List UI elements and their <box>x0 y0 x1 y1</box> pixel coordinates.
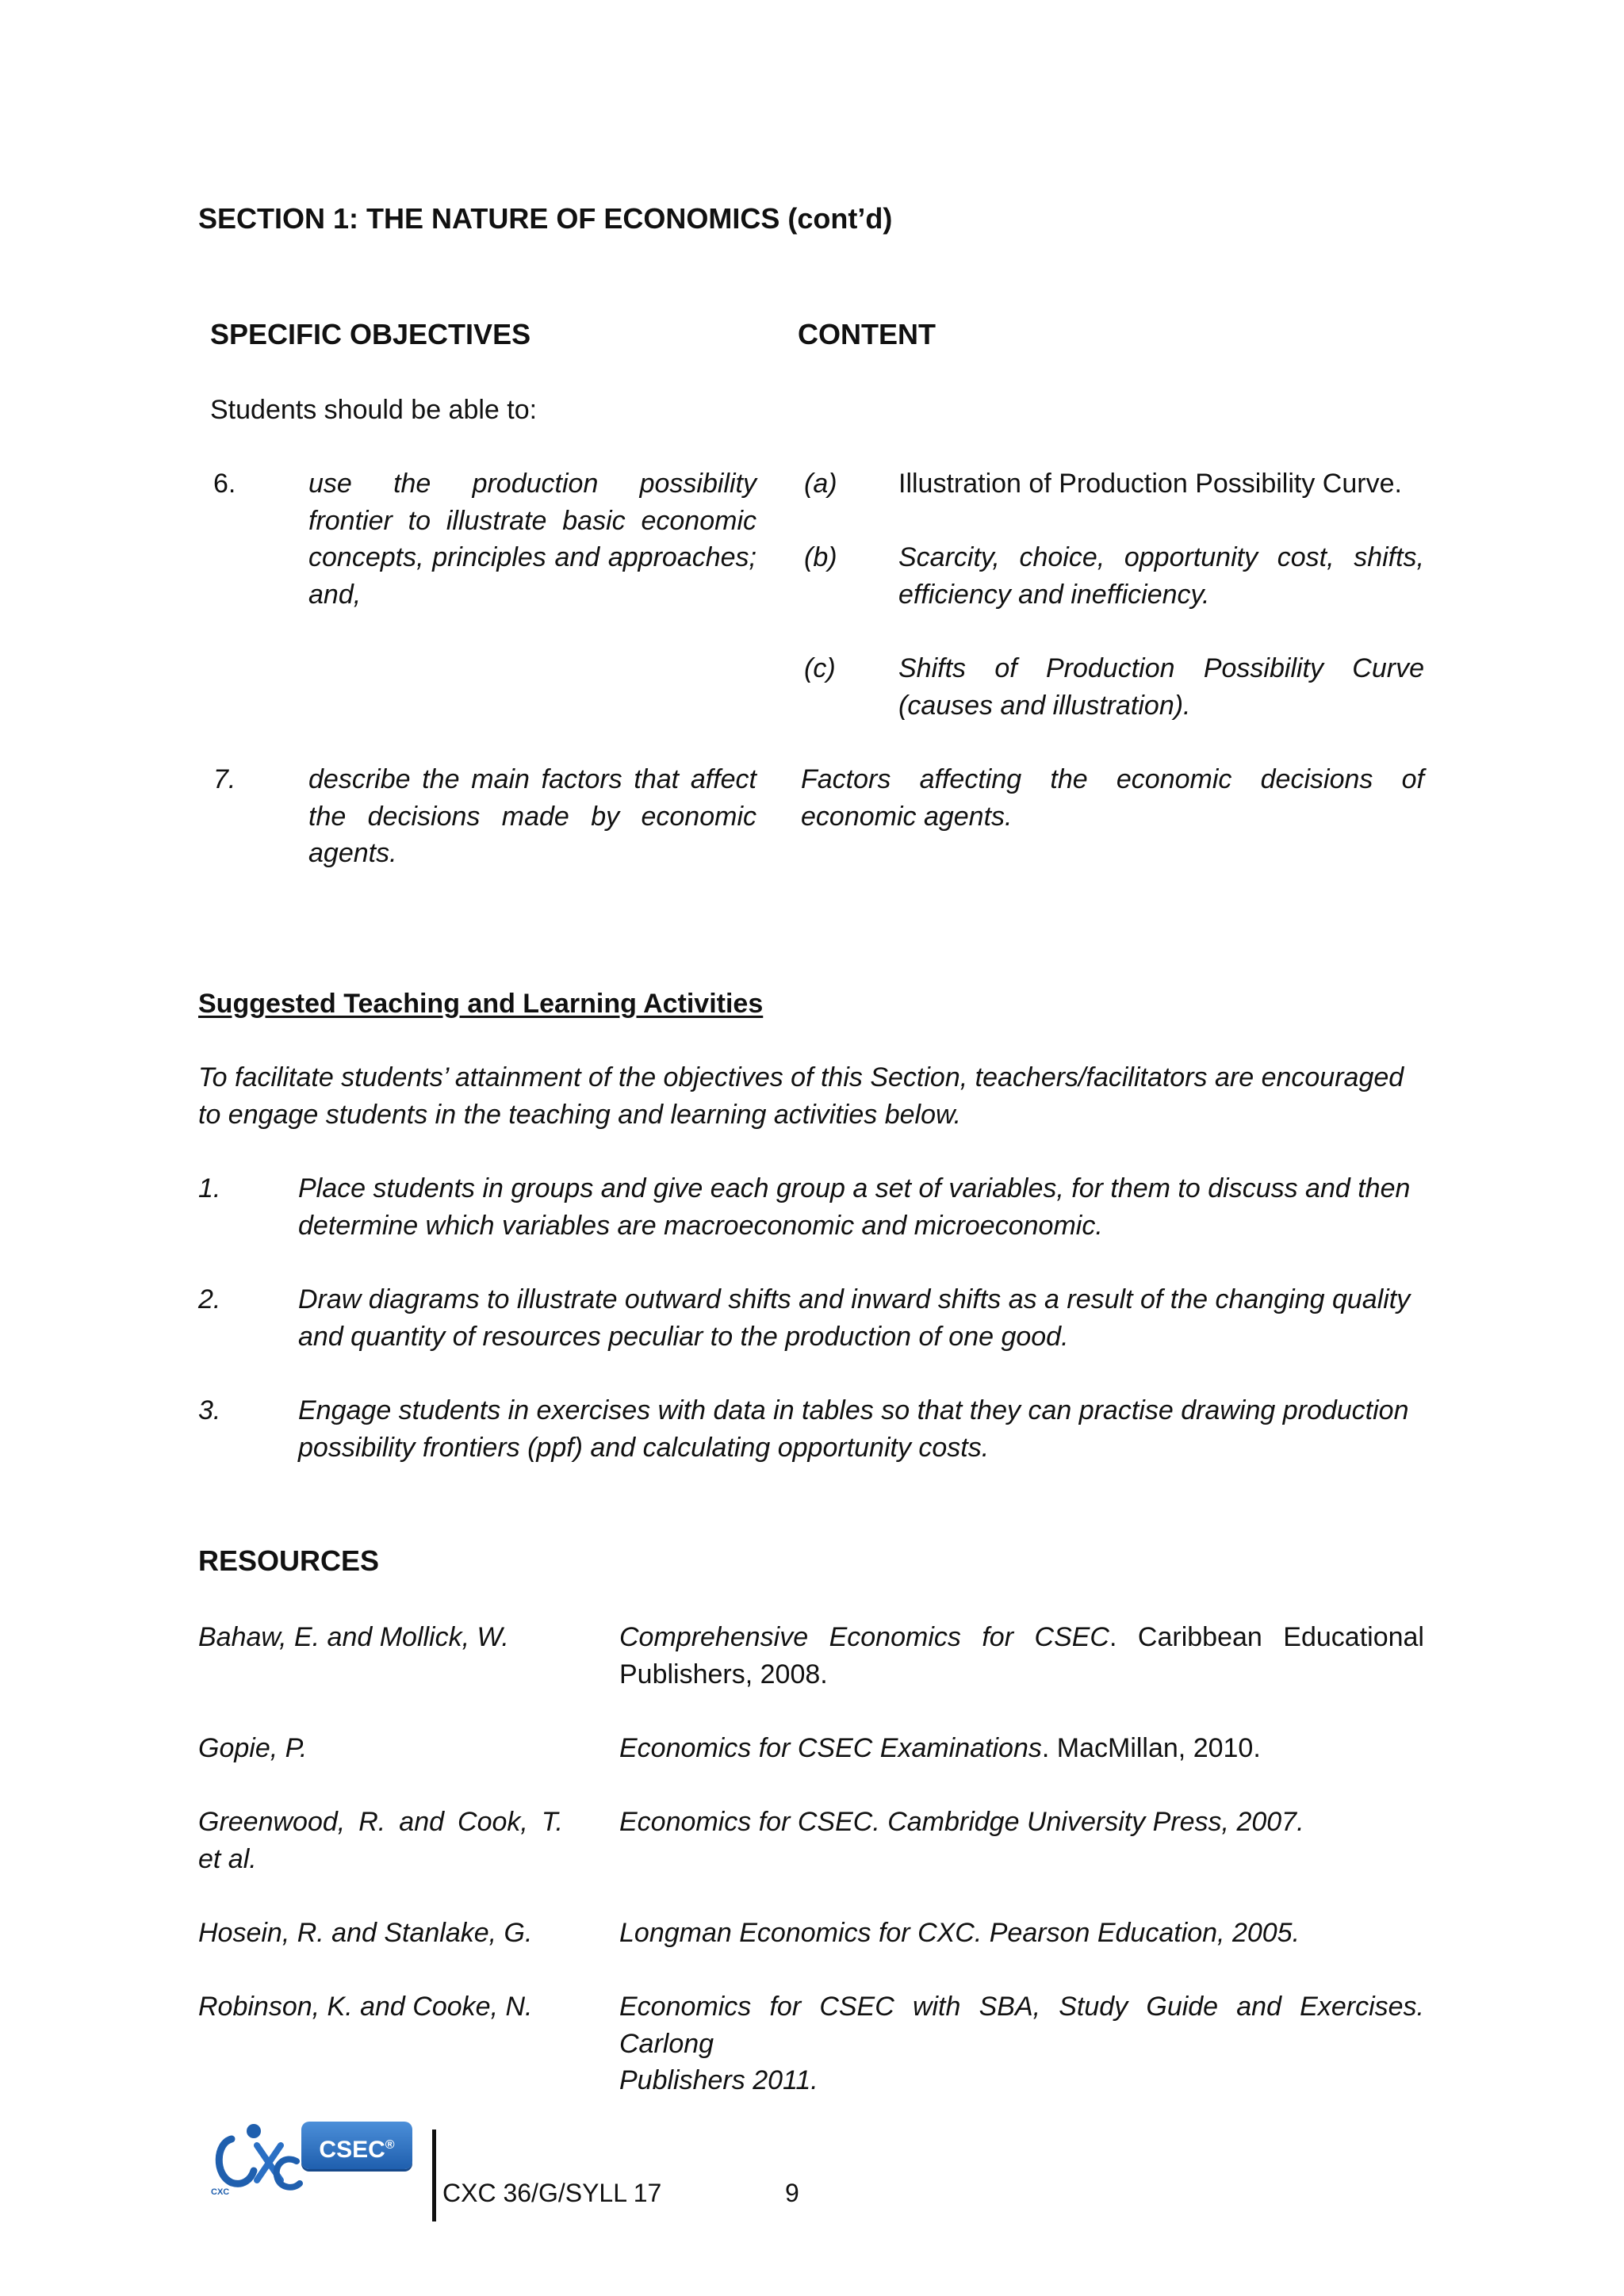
resource-entry <box>619 1619 1424 1693</box>
objective-6-line: concepts, principles and approaches; <box>308 542 756 572</box>
csec-badge <box>301 2122 412 2169</box>
resource-author: Bahaw, E. and Mollick, W. <box>198 1622 509 1652</box>
content-label-c: (c) <box>804 653 836 683</box>
activity-number-1: 1. <box>198 1173 221 1203</box>
content-header: CONTENT <box>798 318 936 350</box>
objective-number-7: 7. <box>213 764 236 794</box>
activity-3-text <box>298 1392 1443 1466</box>
resource-author <box>198 1804 563 1877</box>
resource-entry <box>619 1730 1424 1767</box>
content-a-line: Illustration of Production Possibility Curve. <box>898 469 1402 499</box>
activity-3-line: possibility frontiers (ppf) and calculating opportunity costs. <box>298 1432 990 1463</box>
resource-line <box>619 1619 1424 1656</box>
content-label-a: (a) <box>804 469 837 499</box>
content-7-line: economic agents. <box>801 801 1013 832</box>
resources-title: RESOURCES <box>198 1544 380 1577</box>
cxc-csec-logo <box>208 2115 430 2202</box>
activity-1-text <box>298 1170 1443 1244</box>
resource-publisher: . MacMillan, 2010. <box>1041 1733 1261 1763</box>
objective-6-text <box>308 465 756 613</box>
cxc-logo-icon <box>208 2115 303 2198</box>
resource-line-2: Publishers 2011. <box>619 2065 818 2095</box>
content-a-text <box>898 465 1424 503</box>
content-c-text <box>898 650 1424 724</box>
activities-intro-line: To facilitate students’ attainment of the objectives of this Section, teachers/facilitators are encouraged <box>198 1062 1404 1093</box>
resource-publisher: . Caribbean Educational <box>1109 1622 1424 1652</box>
activities-title: Suggested Teaching and Learning Activities <box>198 989 764 1019</box>
resource-title: Economics for CSEC with SBA, Study Guide and Exercises. Carlong <box>619 1992 1424 2059</box>
content-b-text <box>898 539 1424 613</box>
page-number: 9 <box>785 2179 799 2207</box>
resource-author-line: et al. <box>198 1843 257 1874</box>
activity-3-line: Engage students in exercises with data in tables so that they can practise drawing production <box>298 1395 1409 1425</box>
resource-author: Hosein, R. and Stanlake, G. <box>198 1918 533 1948</box>
section-title: SECTION 1: THE NATURE OF ECONOMICS (cont’d) <box>198 202 893 235</box>
content-c-line: (causes and illustration). <box>898 690 1191 721</box>
content-b-line: Scarcity, choice, opportunity cost, shifts, <box>898 542 1424 572</box>
activity-number-2: 2. <box>198 1284 221 1314</box>
activity-1-line: determine which variables are macroeconomic and microeconomic. <box>298 1210 1103 1241</box>
activity-1-line: Place students in groups and give each group a set of variables, for them to discuss and then <box>298 1173 1411 1203</box>
content-7-line: Factors affecting the economic decisions of <box>801 764 1424 794</box>
objective-7-line: the decisions made by economic <box>308 801 756 832</box>
resource-author: Robinson, K. and Cooke, N. <box>198 1992 533 2022</box>
intro-text: Students should be able to: <box>210 395 538 425</box>
content-b-line: efficiency and inefficiency. <box>898 579 1210 610</box>
activity-number-3: 3. <box>198 1395 221 1425</box>
resource-title: Longman Economics for CXC. Pearson Education, 2005. <box>619 1918 1300 1948</box>
objective-number-6: 6. <box>213 469 236 499</box>
objective-6-line: frontier to illustrate basic economic <box>308 505 756 536</box>
content-7-text <box>801 761 1424 835</box>
activity-2-line: and quantity of resources peculiar to the production of one good. <box>298 1321 1069 1352</box>
objective-7-text <box>308 761 756 872</box>
activity-2-line: Draw diagrams to illustrate outward shifts and inward shifts as a result of the changing quality <box>298 1284 1411 1314</box>
csec-label: CSEC <box>319 2137 385 2163</box>
content-c-line: Shifts of Production Possibility Curve <box>898 653 1424 683</box>
objective-7-line: describe the main factors that affect <box>308 764 756 794</box>
activities-intro-line: to engage students in the teaching and learning activities below. <box>198 1099 962 1130</box>
footer-divider <box>432 2130 436 2221</box>
cxc-logo-text: CXC <box>211 2187 230 2197</box>
objective-7-line: agents. <box>308 838 397 868</box>
resource-title: Economics for CSEC Examinations <box>619 1733 1042 1763</box>
registered-mark: ® <box>385 2138 395 2152</box>
resource-title: Economics for CSEC. Cambridge University Press, 2007. <box>619 1807 1304 1837</box>
resource-line-2: Publishers, 2008. <box>619 1659 828 1689</box>
syllabus-code: CXC 36/G/SYLL 17 <box>442 2179 662 2207</box>
objectives-header: SPECIFIC OBJECTIVES <box>210 318 531 350</box>
objective-6-line: and, <box>308 579 362 610</box>
resource-title: Comprehensive Economics for CSEC <box>619 1622 1109 1652</box>
resource-entry <box>619 1988 1424 2099</box>
activities-intro <box>198 1059 1443 1133</box>
content-label-b: (b) <box>804 542 837 572</box>
resource-author: Gopie, P. <box>198 1733 308 1763</box>
activity-2-text <box>298 1281 1443 1355</box>
resource-author-line: Greenwood, R. and Cook, T. <box>198 1807 563 1837</box>
objective-6-line: use the production possibility <box>308 469 756 499</box>
